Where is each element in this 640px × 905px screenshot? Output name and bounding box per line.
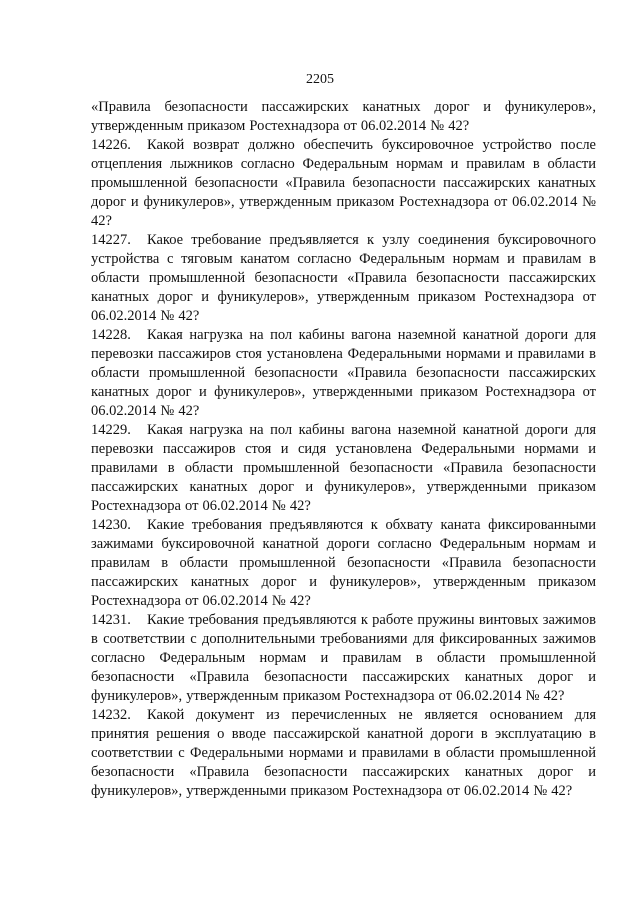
question-text: Какой возврат должно обеспечить буксировочное устройство после отцепления лыжников согласно Федеральным нормам и правилам в области промышленной безопасности «Правила безопасности пассажирских канатных дорог и фуникулеров», утвержденным приказом Ростехнадзора от 06.02.2014 № 42? xyxy=(91,137,596,229)
question-14226 xyxy=(91,136,596,231)
question-14232 xyxy=(91,706,596,801)
intro-paragraph: «Правила безопасности пассажирских канатных дорог и фуникулеров», утвержденным приказом Ростехнадзора от 06.02.2014 № 42? xyxy=(91,99,596,134)
page-number: 2205 xyxy=(306,72,334,87)
question-number: 14232. xyxy=(91,707,131,723)
question-text: Какая нагрузка на пол кабины вагона наземной канатной дороги для перевозки пассажиров стоя установлена Федеральными нормами и правилами в области промышленной безопасности «Правила безопасности пассажирских канатных дорог и фуникулеров», утвержденными приказом Ростехнадзора от 06.02.2014 № 42? xyxy=(91,327,596,419)
question-14229 xyxy=(91,421,596,516)
question-text: Какой документ из перечисленных не является основанием для принятия решения о вводе пассажирской канатной дороги в эксплуатацию в соответствии с Федеральными нормами и правилами в области промышленной безопасности «Правила безопасности пассажирских канатных дорог и фуникулеров», утвержденными приказом Ростехнадзора от 06.02.2014 № 42? xyxy=(91,707,596,799)
question-number: 14231. xyxy=(91,612,131,628)
question-text: Какое требование предъявляется к узлу соединения буксировочного устройства с тяговым канатом согласно Федеральным нормам и правилам в области промышленной безопасности «Правила безопасности пассажирских канатных дорог и фуникулеров», утвержденным приказом Ростехнадзора от 06.02.2014 № 42? xyxy=(91,232,596,324)
question-number: 14229. xyxy=(91,422,131,438)
question-number: 14227. xyxy=(91,232,131,248)
question-text: Какая нагрузка на пол кабины вагона наземной канатной дороги для перевозки пассажиров стоя и сидя установлена Федеральными нормами и правилами в области промышленной безопасности «Правила безопасности пассажирских канатных дорог и фуникулеров», утвержденными приказом Ростехнадзора от 06.02.2014 № 42? xyxy=(91,422,596,514)
question-text: Какие требования предъявляются к обхвату каната фиксированными зажимами буксировочной канатной дороги согласно Федеральным нормам и правилам в области промышленной безопасности «Правила безопасности пассажирских канатных дорог и фуникулеров», утвержденным приказом Ростехнадзора от 06.02.2014 № 42? xyxy=(91,517,596,609)
question-number: 14226. xyxy=(91,137,131,153)
question-14227 xyxy=(91,231,596,326)
question-number: 14228. xyxy=(91,327,131,343)
question-14230 xyxy=(91,516,596,611)
question-14231 xyxy=(91,611,596,706)
question-14228 xyxy=(91,326,596,421)
question-text: Какие требования предъявляются к работе пружины винтовых зажимов в соответствии с дополнительными требованиями для фиксированных зажимов согласно Федеральным нормам и правилам в области промышленной безопасности «Правила безопасности пассажирских канатных дорог и фуникулеров», утвержденным приказом Ростехнадзора от 06.02.2014 № 42? xyxy=(91,612,596,704)
question-number: 14230. xyxy=(91,517,131,533)
document-body xyxy=(91,98,596,801)
